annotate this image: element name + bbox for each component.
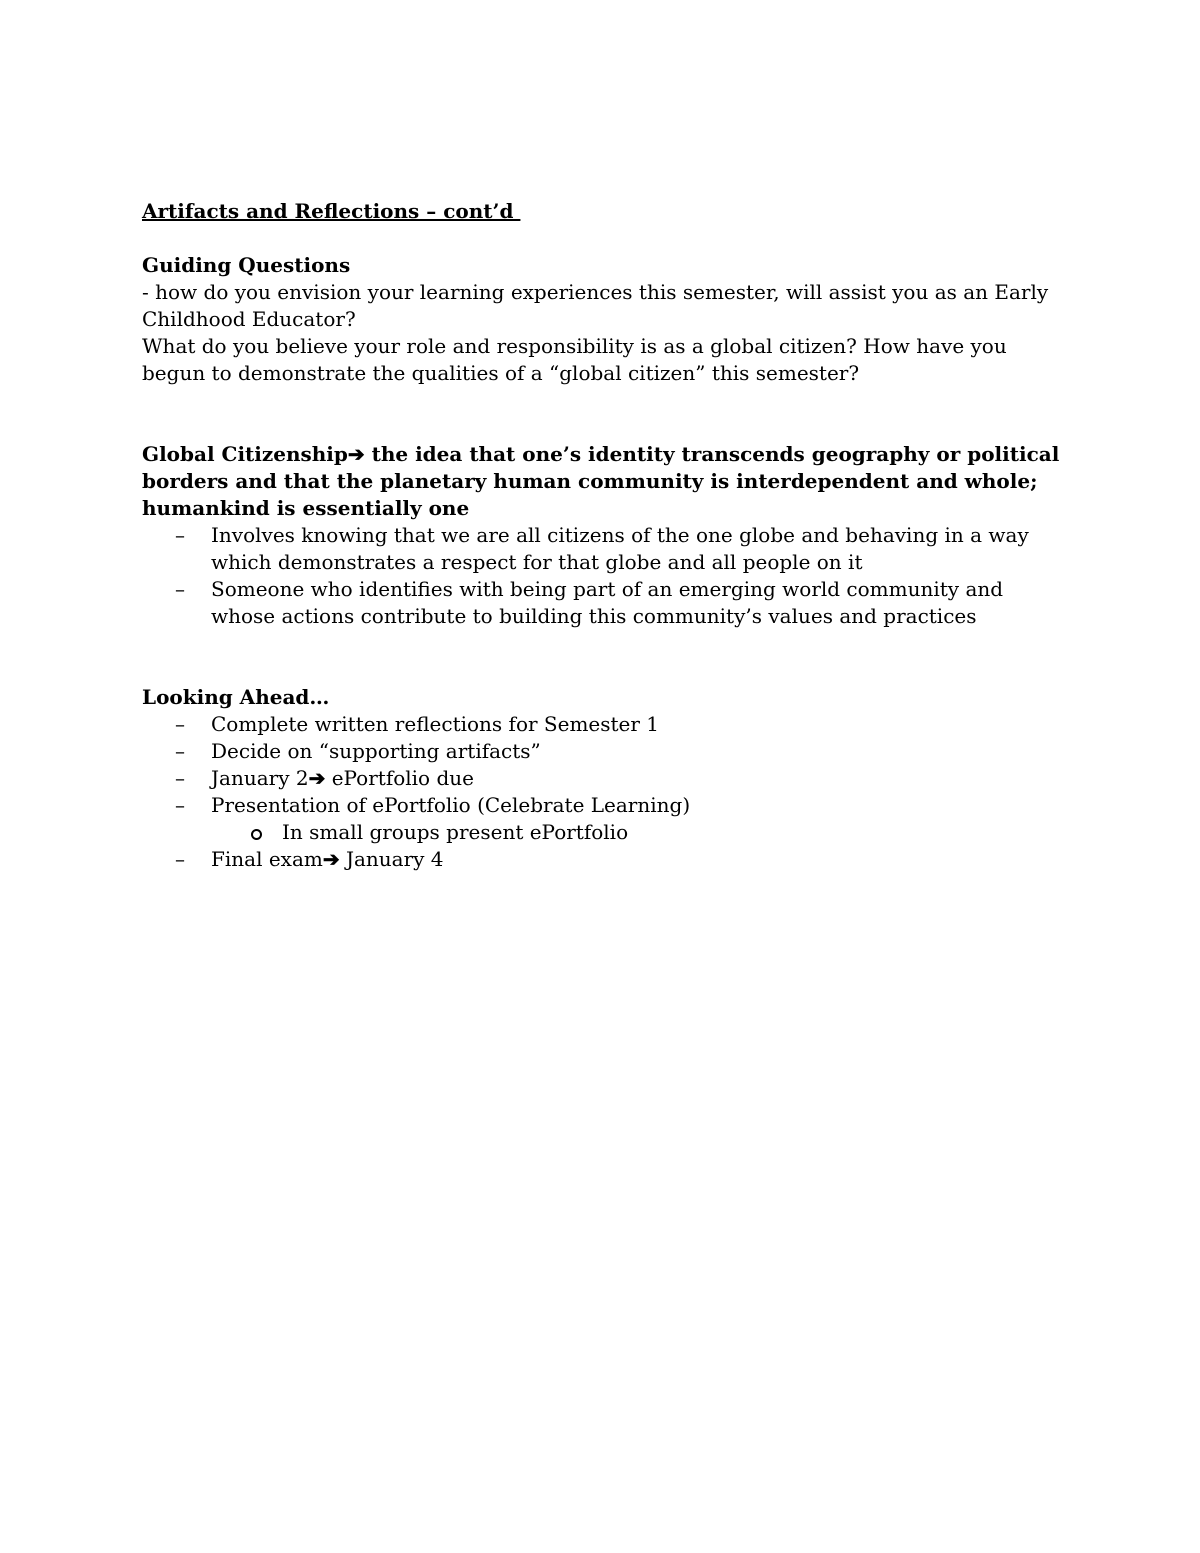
document-page <box>142 198 1062 873</box>
dash-bullet-icon: – <box>175 577 185 601</box>
list-item <box>142 522 1062 576</box>
dash-bullet-icon: – <box>175 847 185 871</box>
list-item <box>142 846 1062 873</box>
guiding-questions-heading: Guiding Questions <box>142 253 351 277</box>
list-item-text: ePortfolio due <box>325 766 474 790</box>
global-citizenship-term: Global Citizenship <box>142 442 348 466</box>
list-item-text: Decide on “supporting artifacts” <box>211 739 541 763</box>
sub-list-item-text: In small groups present ePortfolio <box>282 820 629 844</box>
spacer <box>142 225 1062 252</box>
global-citizenship-list <box>142 522 1062 630</box>
dash-bullet-icon: – <box>175 793 185 817</box>
arrow-right-icon: ➔ <box>347 442 365 466</box>
list-item <box>142 711 1062 738</box>
global-citizenship-definition-text: the idea that one’s identity transcends geography or political borders and that the planetary human community is interdependent and whole; humankind is essentially one <box>142 442 1060 520</box>
list-item-text: Final exam <box>211 847 323 871</box>
circle-bullet-icon <box>251 829 262 840</box>
list-item-text: Complete written reflections for Semester 1 <box>211 712 660 736</box>
list-item-text: January 4 <box>339 847 444 871</box>
dash-bullet-icon: – <box>175 712 185 736</box>
global-citizenship-definition <box>142 441 1062 522</box>
arrow-right-icon: ➔ <box>308 766 326 790</box>
list-item-text: Someone who identifies with being part of an emerging world community and whose actions contribute to building this community’s values and practices <box>211 577 1004 628</box>
list-item <box>142 576 1062 630</box>
guiding-question-1: - how do you envision your learning experiences this semester, will assist you as an Early Childhood Educator? <box>142 280 1049 331</box>
spacer <box>142 630 1062 657</box>
dash-bullet-icon: – <box>175 739 185 763</box>
arrow-right-icon: ➔ <box>322 847 340 871</box>
spacer <box>142 414 1062 441</box>
list-item-text: January 2 <box>211 766 309 790</box>
sub-list-item <box>211 819 1062 846</box>
list-item-text: Presentation of ePortfolio (Celebrate Learning) <box>211 793 691 817</box>
dash-bullet-icon: – <box>175 523 185 547</box>
list-item <box>142 765 1062 792</box>
spacer <box>142 657 1062 684</box>
looking-ahead-list <box>142 711 1062 873</box>
guiding-question-2: What do you believe your role and responsibility is as a global citizen? How have you begun to demonstrate the qualities of a “global citizen” this semester? <box>142 334 1007 385</box>
spacer <box>142 387 1062 414</box>
sub-list <box>211 819 1062 846</box>
list-item <box>142 738 1062 765</box>
list-item <box>142 792 1062 846</box>
page-title: Artifacts and Reflections – cont’d <box>142 199 521 223</box>
looking-ahead-heading: Looking Ahead… <box>142 685 330 709</box>
dash-bullet-icon: – <box>175 766 185 790</box>
list-item-text: Involves knowing that we are all citizens of the one globe and behaving in a way which demonstrates a respect for that globe and all people on it <box>211 523 1029 574</box>
